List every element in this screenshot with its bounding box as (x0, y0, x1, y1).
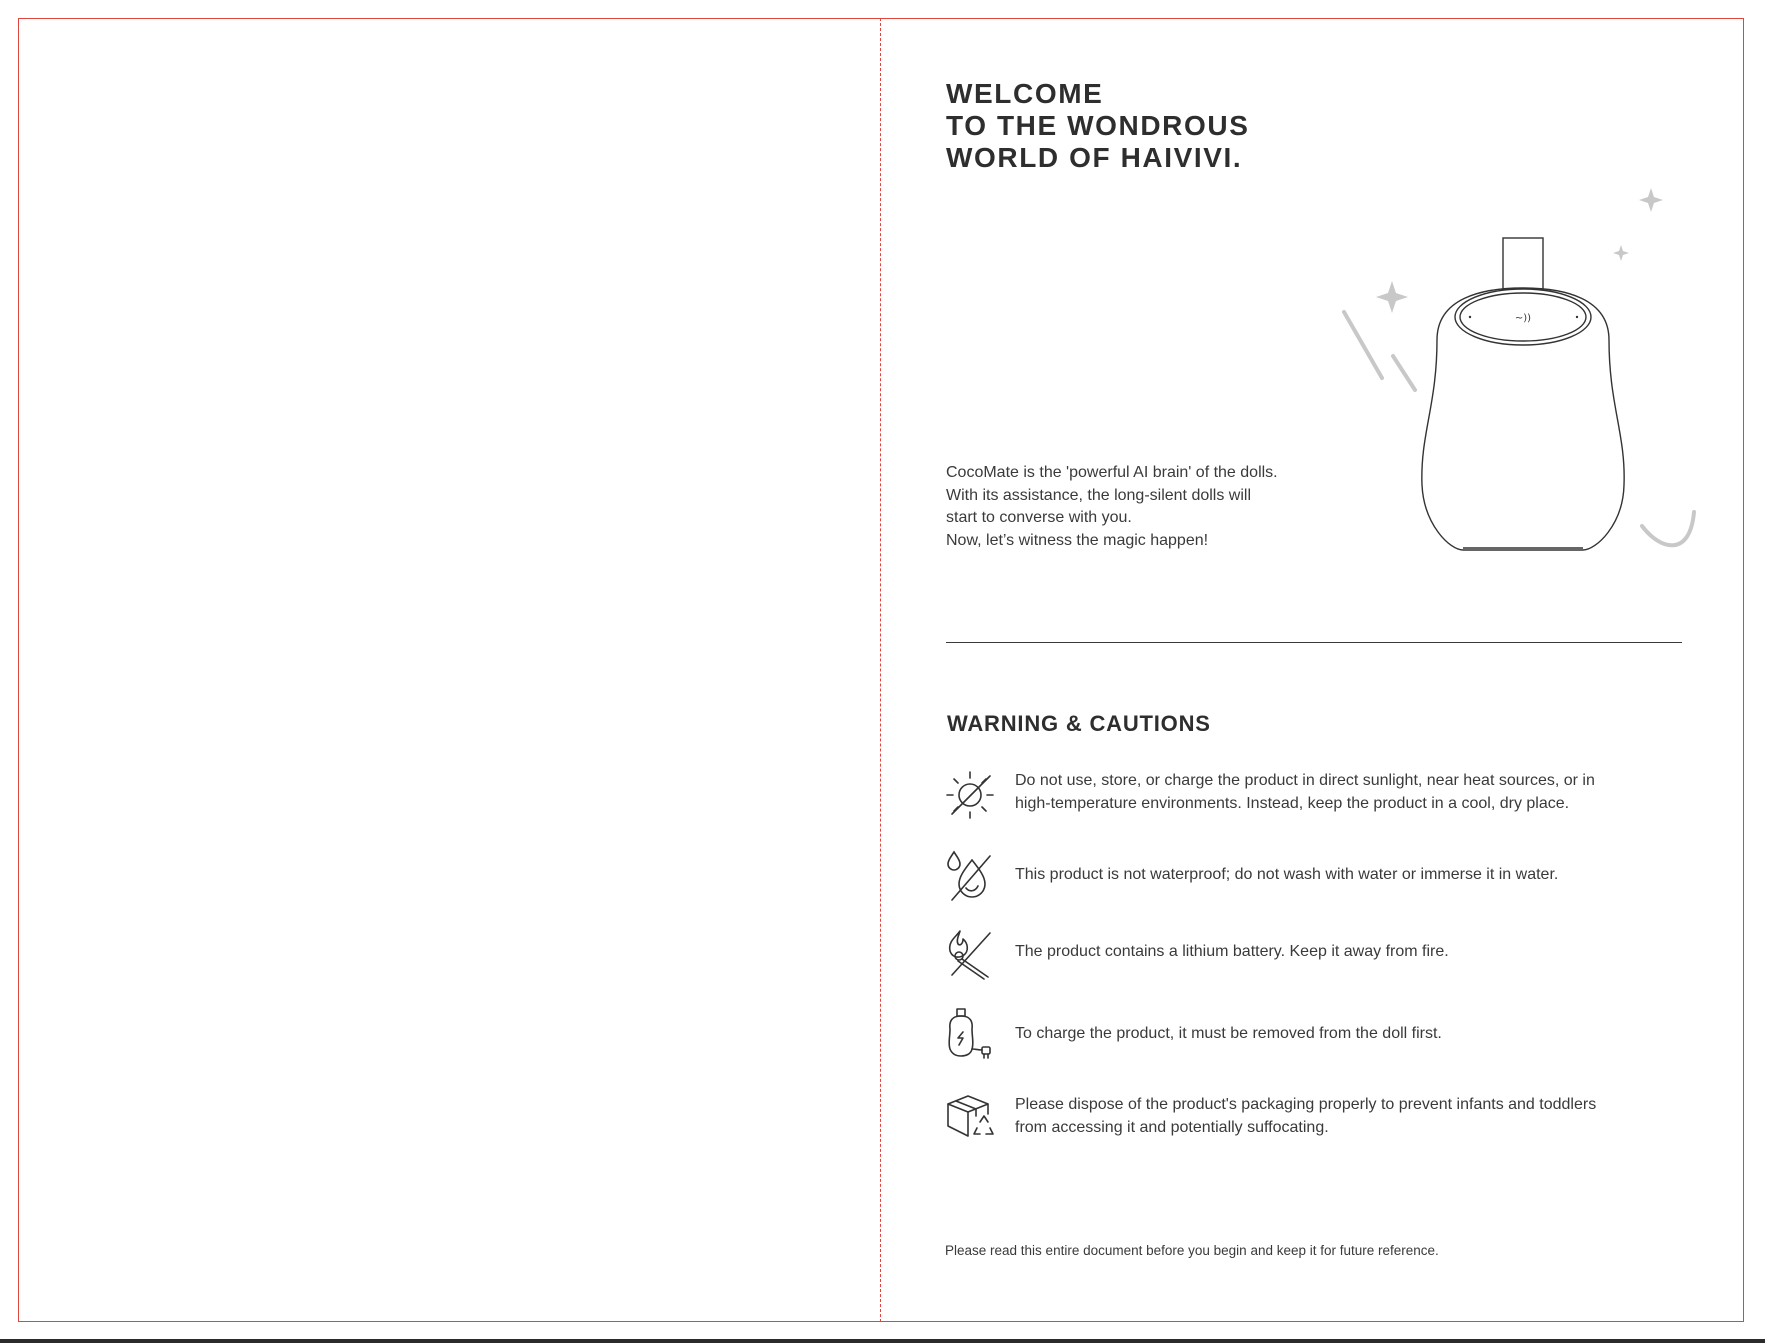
cocomate-device-illustration (1330, 180, 1700, 560)
welcome-title-line: WELCOME (946, 78, 1104, 109)
no-water-icon (944, 848, 996, 904)
warning-item (1015, 1094, 1695, 1139)
warning-line: This product is not waterproof; do not wash with water or immerse it in water. (1015, 866, 1559, 883)
intro-line: start to converse with you. (946, 509, 1132, 526)
welcome-title-line: TO THE WONDROUS (946, 110, 1250, 141)
charging-device-icon (944, 1005, 996, 1061)
warning-line: The product contains a lithium battery. Keep it away from fire. (1015, 943, 1449, 960)
bottom-edge-rule (0, 1339, 1765, 1343)
warning-line: from accessing it and potentially suffocating. (1015, 1118, 1329, 1136)
warning-line: To charge the product, it must be removed from the doll first. (1015, 1025, 1442, 1042)
warning-line: Please dispose of the product's packaging properly to prevent infants and toddlers (1015, 1096, 1597, 1113)
no-fire-icon (944, 925, 996, 981)
warning-item (1015, 770, 1695, 815)
intro-line: CocoMate is the 'powerful AI brain' of the dolls. (946, 464, 1278, 481)
footer-note: Please read this entire document before you begin and keep it for future reference. (945, 1243, 1439, 1258)
no-sunlight-icon (944, 768, 996, 824)
welcome-title (946, 78, 1249, 174)
section-divider (946, 642, 1682, 643)
recycle-box-icon (944, 1090, 996, 1146)
warning-line: Do not use, store, or charge the product in direct sunlight, near heat sources, or in (1015, 772, 1595, 789)
fold-line (880, 18, 881, 1322)
warnings-title: WARNING & CAUTIONS (947, 711, 1211, 736)
welcome-title-line: WORLD OF HAIVIVI. (946, 142, 1243, 173)
warning-line: high-temperature environments. Instead, keep the product in a cool, dry place. (1015, 794, 1570, 812)
intro-paragraph (946, 462, 1346, 552)
warning-item (1015, 1023, 1695, 1046)
warning-item (1015, 941, 1695, 964)
wave-icon: ~)) (1514, 313, 1532, 324)
intro-line: With its assistance, the long-silent dolls will (946, 486, 1252, 504)
intro-line: Now, let’s witness the magic happen! (946, 531, 1209, 549)
warning-item (1015, 864, 1695, 887)
